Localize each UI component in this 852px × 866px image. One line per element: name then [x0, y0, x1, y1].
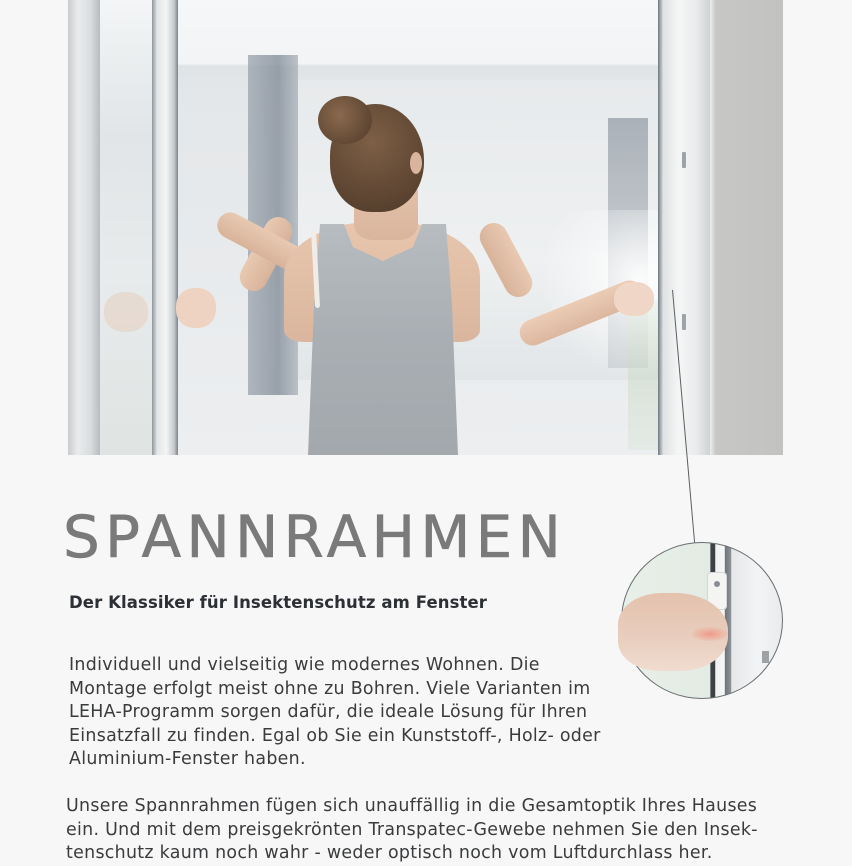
paragraph-line: Aluminium-Fenster haben.	[69, 749, 306, 770]
body-paragraph-1	[69, 654, 601, 772]
fingertip-highlight	[692, 627, 728, 641]
paragraph-line: Unsere Spannrahmen fügen sich unauffällig in die Gesamtoptik Ihres Hauses	[66, 796, 758, 816]
hair-bun	[318, 96, 372, 144]
detail-inset-photo	[621, 542, 783, 699]
paragraph-line: LEHA-Programm sorgen dafür, die ideale Lösung für Ihren	[69, 702, 588, 723]
body-paragraph-2	[66, 795, 758, 866]
page-subtitle: Der Klassiker für Insektenschutz am Fenster	[69, 593, 488, 612]
hand-reflection	[104, 292, 148, 332]
woman-figure	[68, 0, 783, 455]
page-title: SPANNRAHMEN	[63, 503, 567, 571]
right-hand	[614, 282, 654, 316]
latch-icon	[762, 651, 769, 663]
paragraph-line: Einsatzfall zu finden. Egal ob Sie ein Kunststoff-, Holz- oder	[69, 725, 601, 746]
paragraph-line: tenschutz kaum noch wahr - weder optisch noch vom Luftdurchlass her.	[66, 843, 713, 864]
hero-photo	[68, 0, 783, 455]
paragraph-line: Individuell und vielseitig wie modernes Wohnen. Die	[69, 655, 540, 675]
ear	[410, 152, 422, 174]
paragraph-line: ein. Und mit dem preisgekrönten Transpatec-Gewebe nehmen Sie den Insek-	[66, 819, 758, 840]
right-upper-arm	[475, 218, 537, 302]
paragraph-line: Montage erfolgt meist ohne zu Bohren. Viele Varianten im	[69, 678, 591, 699]
handle-screw-icon	[714, 581, 720, 587]
left-hand	[176, 288, 216, 328]
